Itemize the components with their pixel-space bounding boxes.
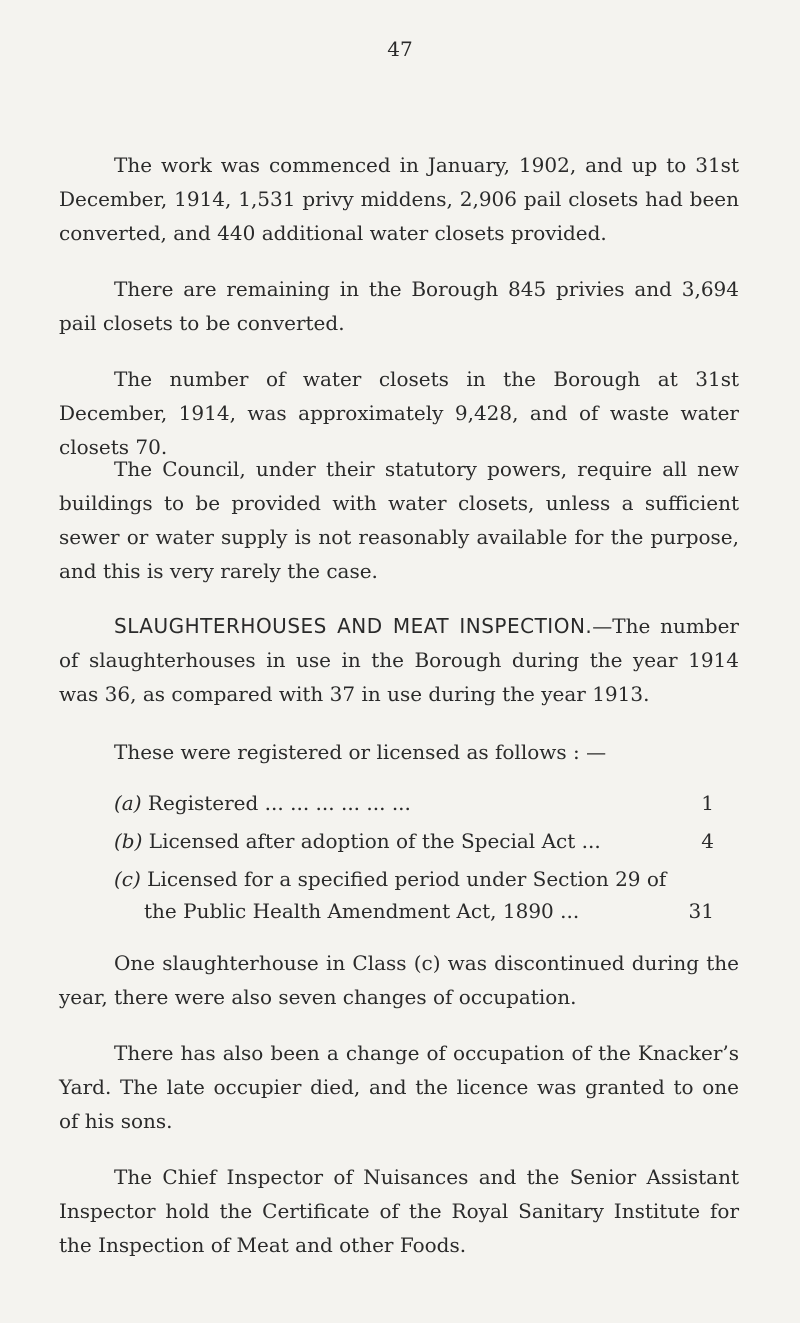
- paragraph-remaining: There are remaining in the Borough 845 privies and 3,694 pail closets to be converted.: [59, 277, 739, 335]
- page-number: 47: [387, 37, 413, 61]
- item-letter: (b): [114, 829, 143, 853]
- paragraph-knackers-yard: There has also been a change of occupation of the Knacker’s Yard. The late occupier died, and the licence was granted to one of his sons.: [59, 1041, 739, 1133]
- section-text: —The number of slaughterhouses in use in the Borough during the year 1914 was 36, as compared with 37 in use during the year 1913.: [59, 614, 739, 706]
- item-text-continued: the Public Health Amendment Act, 1890 ...: [144, 899, 580, 923]
- list-intro: These were registered or licensed as follows : —: [114, 740, 607, 764]
- item-text: Registered ... ... ... ... ... ...: [147, 791, 411, 815]
- paragraph-certificate: The Chief Inspector of Nuisances and the Senior Assistant Inspector hold the Certificate of the Royal Sanitary Institute for the Inspection of Meat and other Foods.: [59, 1165, 739, 1257]
- paragraph-council-powers: The Council, under their statutory powers, require all new buildings to be provided with water closets, unless a sufficient sewer or water supply is not reasonably available for the purpose, and this is very rarely the case.: [59, 457, 739, 583]
- paragraph-discontinued: One slaughterhouse in Class (c) was discontinued during the year, there were also seven changes of occupation.: [59, 951, 739, 1009]
- slaughterhouses-section: [59, 609, 739, 711]
- item-letter: (a): [114, 791, 142, 815]
- section-heading: SLAUGHTERHOUSES AND MEAT INSPECTION.: [114, 614, 593, 638]
- list-item: [114, 825, 714, 857]
- paragraph-work-commenced: The work was commenced in January, 1902, and up to 31st December, 1914, 1,531 privy middens, 2,906 pail closets had been converted, and 440 additional water closets provided.: [59, 153, 739, 245]
- paragraph-water-closets: The number of water closets in the Borough at 31st December, 1914, was approximately 9,428, and of waste water closets 70.: [59, 367, 739, 459]
- registration-list: [114, 787, 714, 933]
- item-value: 31: [688, 899, 714, 923]
- list-item: [114, 863, 714, 927]
- item-text: Licensed for a specified period under Section 29 of: [147, 867, 667, 891]
- item-text: Licensed after adoption of the Special Act ...: [148, 829, 601, 853]
- list-item: [114, 787, 714, 819]
- item-value: 1: [701, 791, 714, 815]
- item-value: 4: [701, 829, 714, 853]
- item-letter: (c): [114, 867, 141, 891]
